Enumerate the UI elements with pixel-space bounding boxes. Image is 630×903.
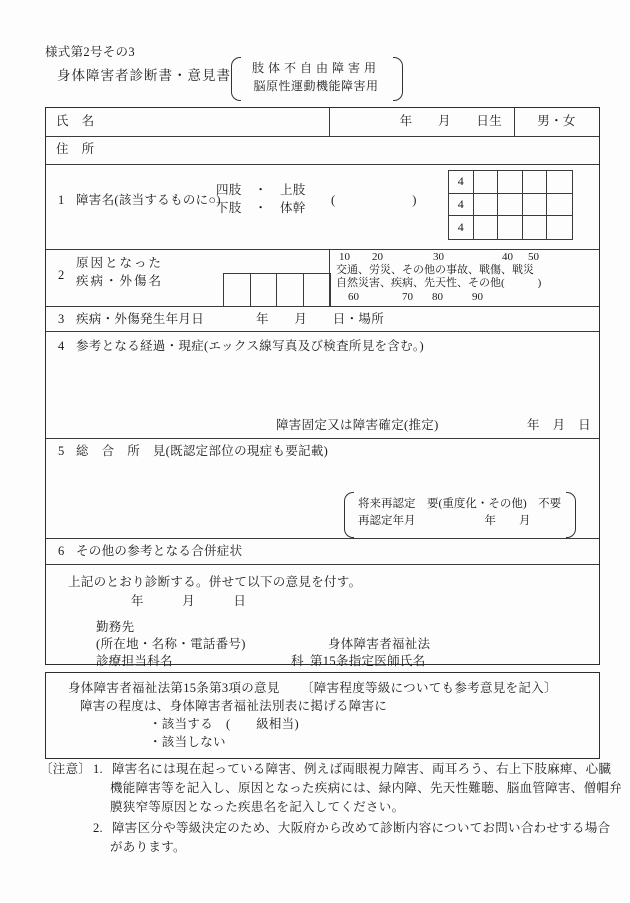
workplace-label: 勤務先 xyxy=(96,620,135,634)
cause-code: 10 xyxy=(339,251,350,263)
cause-code: 60 xyxy=(348,291,359,303)
section5-label: 総 合 所 見(既認定部位の現症も要記載) xyxy=(76,444,329,458)
section2-cause-codes xyxy=(330,250,599,306)
note2-line1: 障害区分や等級決定のため、大阪府から改めて診断内容についてお問い合わせする場合 xyxy=(112,821,611,835)
form-title: 身体障害者診断書・意見書 xyxy=(57,68,231,83)
row-line xyxy=(46,438,599,439)
section1-option-limbs1: 四肢 ・ 上肢 xyxy=(216,183,306,197)
note2-number: 2. xyxy=(93,821,103,835)
section1-number: 1 xyxy=(58,193,65,207)
cause-code: 50 xyxy=(528,251,539,263)
left-paren-shape xyxy=(231,57,241,101)
signature-date-line: 年 月 日 xyxy=(131,594,247,608)
section2-number: 2 xyxy=(58,268,65,282)
fill-box xyxy=(304,274,331,307)
section3-date-label: 年 月 日・場所 xyxy=(256,312,385,326)
note1-line2: 機能障害等を記入し、原因となった疾病には、緑内障、先天性難聴、脳血管障害、僧帽弁 xyxy=(110,781,623,795)
grid-cell: 4 xyxy=(449,194,474,217)
title-bracket-group xyxy=(231,57,403,99)
note1-number: 1. xyxy=(93,762,103,776)
welfare-law-label: 身体障害者福祉法 xyxy=(328,637,431,651)
form-number: 様式第2号その3 xyxy=(45,45,135,59)
department-suffix: 科 xyxy=(291,654,304,668)
diagnosis-statement: 上記のとおり診断する。併せて以下の意見を付す。 xyxy=(68,575,362,589)
section4-date-label: 年 月 日 xyxy=(526,418,591,432)
section1-option-limbs2: 下肢 ・ 体幹 xyxy=(216,201,306,215)
opinion-option-not-applicable: ・該当しない xyxy=(149,735,226,749)
section6-label: その他の参考となる合併症状 xyxy=(76,544,243,558)
recertification-bracket-group xyxy=(344,492,576,536)
opinion-title: 身体障害者福祉法第15条第3項の意見 xyxy=(68,681,280,695)
grid-cell xyxy=(498,171,523,194)
row-line xyxy=(46,331,599,332)
form-use-type-2: 脳原性運動機能障害用 xyxy=(253,79,379,93)
left-paren-shape xyxy=(344,492,354,538)
section6-number: 6 xyxy=(58,544,65,558)
doctor-name-label: 第15条指定医師氏名 xyxy=(310,654,426,668)
cause-code: 90 xyxy=(472,291,483,303)
row-line xyxy=(46,564,599,565)
note2-line2: があります。 xyxy=(110,840,186,854)
department-label: 診療担当科名 xyxy=(96,654,173,668)
section4-fixed-label: 障害固定又は障害確定(推定) xyxy=(276,418,439,432)
section3-number: 3 xyxy=(58,312,65,326)
opinion-title-note: 〔障害程度等級についても参考意見を記入〕 xyxy=(301,681,557,695)
section5-number: 5 xyxy=(58,444,65,458)
opinion-box xyxy=(45,672,600,759)
fill-box xyxy=(277,274,304,307)
grid-cell: 4 xyxy=(449,171,474,194)
grid-cell xyxy=(474,216,499,239)
section2-fill-boxes xyxy=(223,273,331,307)
grid-cell xyxy=(474,194,499,217)
section4-number: 4 xyxy=(58,339,65,353)
section1-code-grid xyxy=(448,170,573,240)
grid-cell xyxy=(547,194,572,217)
grid-cell xyxy=(547,171,572,194)
sex-field-label: 男・女 xyxy=(537,114,576,128)
note1-line1: 障害名には現在起っている障害、例えば両眼視力障害、両耳ろう、右上下肢麻痺、心臓 xyxy=(112,762,612,776)
row-line xyxy=(46,136,599,137)
section2-label-2: 疾病・外傷名 xyxy=(76,274,164,288)
fill-box xyxy=(224,274,251,307)
address-field-label: 住 所 xyxy=(56,142,95,156)
cause-code: 40 xyxy=(502,251,513,263)
cause-code: 20 xyxy=(372,251,383,263)
name-field-label: 氏 名 xyxy=(56,114,95,128)
fill-box xyxy=(251,274,278,307)
grid-cell xyxy=(498,216,523,239)
grid-cell: 4 xyxy=(449,216,474,239)
birthdate-field-label: 年 月 日生 xyxy=(399,114,502,128)
right-paren-shape xyxy=(566,492,576,538)
opinion-degree-line: 障害の程度は、身体障害者福祉法別表に掲げる障害に xyxy=(80,699,388,713)
row-line xyxy=(46,538,599,539)
grid-cell xyxy=(498,194,523,217)
notes-block xyxy=(0,758,630,858)
recert-line-2: 再認定年月 年 月 xyxy=(358,515,531,527)
section3-label: 疾病・外傷発生年月日 xyxy=(76,312,205,326)
cause-code: 80 xyxy=(432,291,443,303)
form-use-type-1: 肢体不自由障害用 xyxy=(251,61,380,75)
note1-line3: 膜狭窄等原因となった疾患名を記入してください。 xyxy=(110,800,405,814)
section2-label-1: 原因となった xyxy=(76,256,164,270)
main-form-table xyxy=(45,107,600,668)
grid-cell xyxy=(523,194,548,217)
cause-list-1: 交通、労災、その他の事故、戦傷、戦災 xyxy=(336,264,534,276)
cause-code: 30 xyxy=(433,251,444,263)
cause-code: 70 xyxy=(402,291,413,303)
grid-cell xyxy=(547,216,572,239)
section4-label: 参考となる経過・現症(エックス線写真及び検査所見を含む。) xyxy=(76,339,424,353)
opinion-option-applicable: ・該当する xyxy=(149,717,214,731)
notes-header: 〔注意〕 xyxy=(40,762,92,776)
right-paren-shape xyxy=(393,57,403,101)
row-line xyxy=(46,164,599,165)
recert-line-1: 将来再認定 要(重度化・その他) 不要 xyxy=(358,498,562,510)
section1-blank-paren: ( ) xyxy=(331,193,417,207)
section1-label: 障害名(該当するものに○) xyxy=(76,193,221,207)
cause-list-2: 自然災害、疾病、先天性、その他( ) xyxy=(336,277,542,289)
grid-cell xyxy=(474,171,499,194)
workplace-detail-label: (所在地・名称・電話番号) xyxy=(96,637,246,651)
grid-cell xyxy=(523,171,548,194)
grid-cell xyxy=(523,216,548,239)
opinion-grade-paren: ( 級相当) xyxy=(226,717,299,731)
